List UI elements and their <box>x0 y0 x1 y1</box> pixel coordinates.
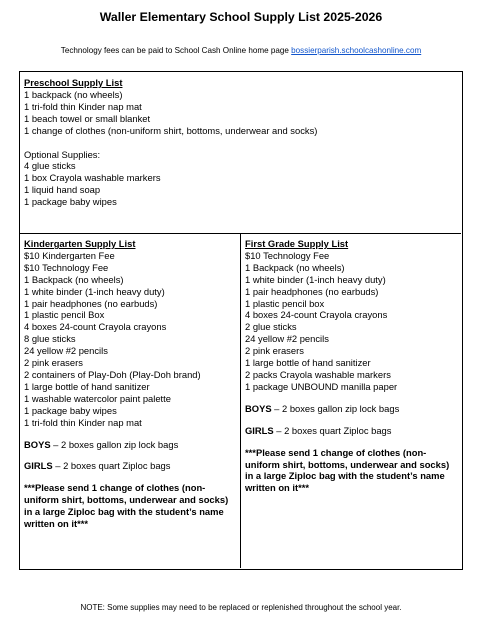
kindergarten-section <box>20 234 241 568</box>
preschool-heading: Preschool Supply List <box>24 77 123 88</box>
page-title: Waller Elementary School Supply List 2025-2026 <box>99 10 383 24</box>
list-item: 24 yellow #2 pencils <box>24 345 108 357</box>
boys-text: – 2 boxes gallon zip lock bags <box>50 438 179 450</box>
fee-info <box>0 46 482 55</box>
list-item: 1 white binder (1-inch heavy duty) <box>245 273 386 285</box>
boys-line <box>24 439 240 451</box>
list-item: 1 liquid hand soap <box>24 184 101 196</box>
list-item: 1 plastic pencil box <box>245 297 325 309</box>
list-item: $10 Technology Fee <box>245 249 330 261</box>
list-item: 4 glue sticks <box>24 160 76 172</box>
optional-heading: Optional Supplies: <box>24 148 101 160</box>
girls-label: GIRLS <box>245 424 274 436</box>
list-item: 1 package UNBOUND manilla paper <box>245 380 398 392</box>
list-item: 4 boxes 24-count Crayola crayons <box>245 309 388 321</box>
list-item: 1 package baby wipes <box>24 196 117 208</box>
list-item: 24 yellow #2 pencils <box>245 333 329 345</box>
list-item: 1 pair headphones (no earbuds) <box>245 285 379 297</box>
list-item: 1 Backpack (no wheels) <box>24 273 124 285</box>
clothes-note: ***Please send 1 change of clothes (non-uniform shirt, bottoms, underwear and socks) in a large Ziploc bag with the student’s name written on it*** <box>245 446 450 494</box>
footer-note: NOTE: Some supplies may need to be replaced or replenished throughout the school year. <box>80 603 402 612</box>
boys-line <box>245 403 461 415</box>
list-item: 2 pink erasers <box>24 357 83 369</box>
list-item: 2 pink erasers <box>245 345 304 357</box>
list-item: 1 pair headphones (no earbuds) <box>24 297 158 309</box>
list-item: 1 tri-fold thin Kinder nap mat <box>24 100 142 112</box>
list-item: 1 backpack (no wheels) <box>24 88 123 100</box>
first-grade-section <box>241 234 461 568</box>
list-item: 1 beach towel or small blanket <box>24 112 151 124</box>
list-item: 2 glue sticks <box>245 321 297 333</box>
list-item: 1 plastic pencil Box <box>24 309 105 321</box>
girls-label: GIRLS <box>24 460 53 472</box>
list-item: $10 Technology Fee <box>24 261 109 273</box>
boys-label: BOYS <box>245 402 272 414</box>
list-item: 1 change of clothes (non-uniform shirt, bottoms, underwear and socks) <box>24 124 318 136</box>
list-item: $10 Kindergarten Fee <box>24 249 115 261</box>
girls-line <box>24 460 240 472</box>
list-item: 2 packs Crayola washable markers <box>245 368 391 380</box>
list-item: 1 large bottle of hand sanitizer <box>245 357 371 369</box>
school-cash-link[interactable]: bossierparish.schoolcashonline.com <box>291 46 422 55</box>
list-item: 1 box Crayola washable markers <box>24 172 161 184</box>
clothes-note: ***Please send 1 change of clothes (non-uniform shirt, bottoms, underwear and socks) in a large Ziploc bag with the student’s name written on it*** <box>24 482 229 530</box>
list-item: 1 large bottle of hand sanitizer <box>24 380 150 392</box>
list-item: 1 Backpack (no wheels) <box>245 261 345 273</box>
list-item: 4 boxes 24-count Crayola crayons <box>24 321 167 333</box>
first-grade-heading: First Grade Supply List <box>245 238 349 249</box>
list-item: 1 washable watercolor paint palette <box>24 392 171 404</box>
preschool-section <box>20 72 461 234</box>
fee-info-text: Technology fees can be paid to School Cash Online home page <box>60 46 292 55</box>
girls-text: – 2 boxes quart Ziploc bags <box>52 460 171 472</box>
list-item: 1 tri-fold thin Kinder nap mat <box>24 416 142 428</box>
girls-line <box>245 425 461 437</box>
list-item: 8 glue sticks <box>24 333 76 345</box>
boys-text: – 2 boxes gallon zip lock bags <box>271 402 400 414</box>
boys-label: BOYS <box>24 438 51 450</box>
list-item: 1 white binder (1-inch heavy duty) <box>24 285 165 297</box>
list-item: 1 package baby wipes <box>24 404 117 416</box>
supply-table <box>19 71 463 570</box>
list-item: 2 containers of Play-Doh (Play-Doh brand) <box>24 368 201 380</box>
girls-text: – 2 boxes quart Ziploc bags <box>273 424 392 436</box>
kindergarten-heading: Kindergarten Supply List <box>24 238 136 249</box>
